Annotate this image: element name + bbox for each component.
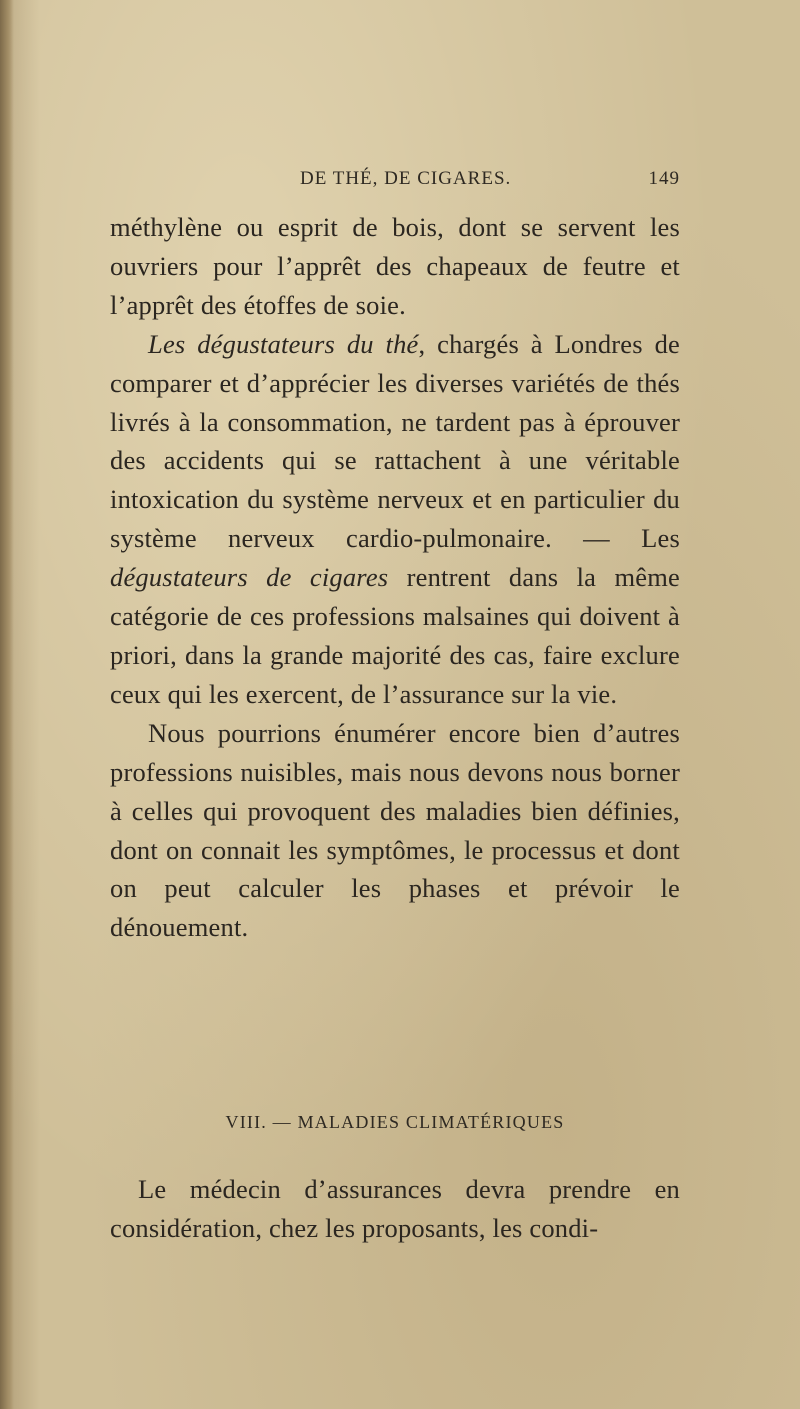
section-text bbox=[110, 1170, 680, 1248]
paragraph-1: méthylène ou esprit de bois, dont se servent les ouvriers pour l’apprêt des chapeaux de feutre et l’apprêt des étoffes de soie. bbox=[110, 212, 680, 320]
page-number: 149 bbox=[648, 168, 680, 189]
section-paragraph-1: Le médecin d’assurances devra prendre en considération, chez les proposants, les condi- bbox=[110, 1174, 680, 1243]
running-head bbox=[110, 168, 680, 194]
section-heading: VIII. — MALADIES CLIMATÉRIQUES bbox=[225, 1112, 565, 1132]
paragraph-2-text-a: , chargés à Londres de comparer et d’apprécier les diverses variétés de thés livrés à la consommation, ne tardent pas à éprouver des accidents qui se rattachent à une véritable intoxication du système nerveux et en particulier du système nerveux cardio-pulmonaire. — Les bbox=[110, 328, 680, 554]
main-text bbox=[110, 208, 680, 947]
italic-phrase-cigar-tasters: dégustateurs de cigares bbox=[110, 562, 389, 593]
paragraph-2 bbox=[110, 325, 680, 714]
italic-phrase-tea-tasters: Les dégustateurs du thé bbox=[148, 328, 419, 359]
page-spine-shadow bbox=[0, 0, 14, 1409]
running-title: DE THÉ, DE CIGARES. bbox=[300, 168, 512, 189]
paragraph-3: Nous pourrions énumérer encore bien d’autres professions nuisibles, mais nous devons nous borner à celles qui provoquent des maladies bien définies, dont on connait les symptômes, le processus et dont on peut calculer les phases et prévoir le dénouement. bbox=[110, 717, 680, 943]
paragraph-2-text-b: rentrent dans la même catégorie de ces professions malsaines qui doivent à priori, dans la grande majorité des cas, faire exclure ceux qui les exercent, de l’assurance sur la vie. bbox=[110, 562, 681, 709]
